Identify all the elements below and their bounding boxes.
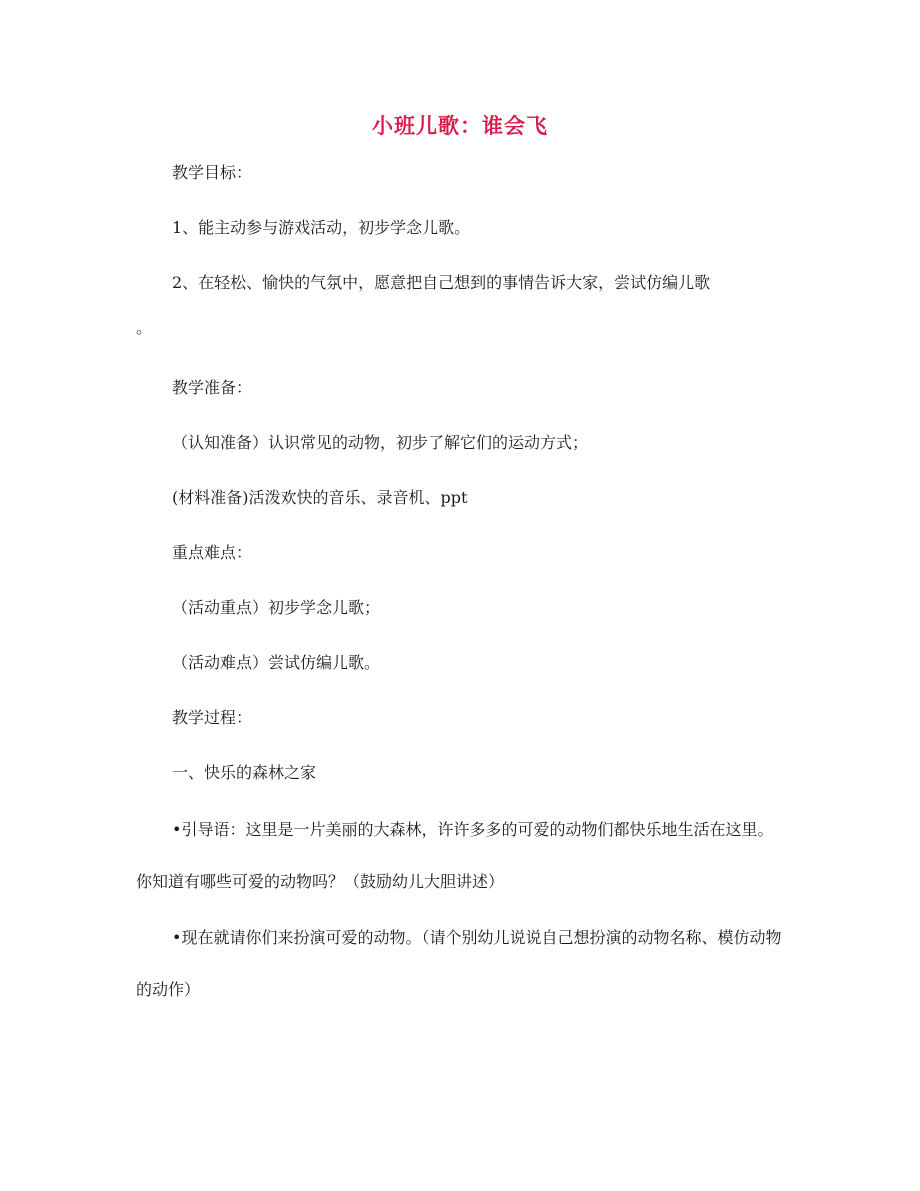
key-point: （活动重点）初步学念儿歌；: [172, 598, 381, 617]
prep-cognitive: （认知准备）认识常见的动物，初步了解它们的运动方式；: [172, 433, 589, 452]
objective-1: 1、能主动参与游戏活动，初步学念儿歌。: [172, 218, 471, 237]
preparation-heading: 教学准备：: [172, 378, 253, 397]
keypoints-heading: 重点难点：: [172, 543, 253, 562]
bullet-1: •引导语：这里是一片美丽的大森林，许许多多的可爱的动物们都快乐地生活在这里。你知道有哪些可爱的动物吗？（鼓励幼儿大胆讲述）: [136, 820, 774, 891]
objective-2-tail: 。: [136, 318, 153, 337]
process-heading: 教学过程：: [172, 708, 253, 727]
objective-2: 2、在轻松、愉快的气氛中，愿意把自己想到的事情告诉大家，尝试仿编儿歌: [172, 273, 711, 292]
objectives-heading: 教学目标：: [172, 163, 253, 182]
section-1-heading: 一、快乐的森林之家: [172, 763, 317, 782]
difficulty: （活动难点）尝试仿编儿歌。: [172, 653, 381, 672]
bullet-2: •现在就请你们来扮演可爱的动物。（请个别幼儿说说自己想扮演的动物名称、模仿动物的动作）: [136, 928, 782, 999]
document-title: 小班儿歌：谁会飞: [372, 114, 548, 138]
prep-material: (材料准备)活泼欢快的音乐、录音机、ppt: [172, 488, 468, 507]
